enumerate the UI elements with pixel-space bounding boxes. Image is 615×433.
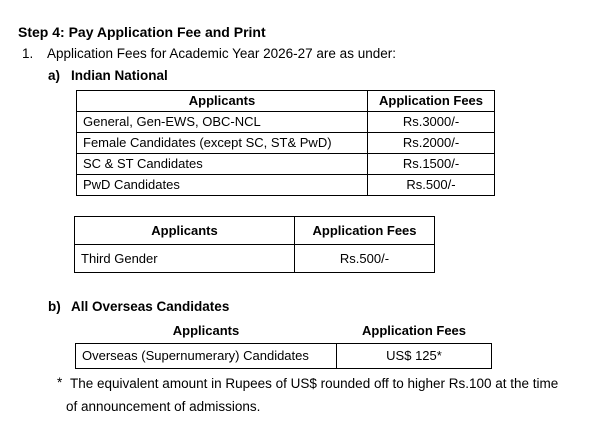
table-row	[77, 112, 495, 133]
fee-cell: Rs.500/-	[368, 175, 495, 196]
overseas-fee-table	[75, 319, 492, 369]
step-title: Step 4: Pay Application Fee and Print	[18, 24, 266, 40]
footnote-line-2: of announcement of admissions.	[66, 399, 261, 414]
fee-cell: Rs.500/-	[295, 245, 435, 273]
applicant-cell: Female Candidates (except SC, ST& PwD)	[77, 133, 368, 154]
column-header-application-fees: Application Fees	[295, 217, 435, 245]
applicant-cell: Third Gender	[75, 245, 295, 273]
table-row	[77, 133, 495, 154]
table-row	[76, 344, 492, 369]
section-a-title: Indian National	[71, 68, 168, 83]
section-a-label: a)	[48, 68, 61, 83]
fee-cell: Rs.2000/-	[368, 133, 495, 154]
column-header-applicants: Applicants	[75, 217, 295, 245]
fee-cell: US$ 125*	[337, 344, 492, 369]
footnote-mark: *	[57, 375, 63, 390]
column-header-applicants: Applicants	[77, 91, 368, 112]
applicant-cell: PwD Candidates	[77, 175, 368, 196]
footnote-line-1: The equivalent amount in Rupees of US$ rounded off to higher Rs.100 at the time	[70, 376, 559, 391]
column-header-applicants: Applicants	[76, 319, 337, 344]
table-row	[75, 245, 435, 273]
column-header-application-fees: Application Fees	[337, 319, 492, 344]
fee-cell: Rs.3000/-	[368, 112, 495, 133]
table-row	[77, 154, 495, 175]
third-gender-fee-table	[74, 216, 435, 273]
fee-cell: Rs.1500/-	[368, 154, 495, 175]
item-text: Application Fees for Academic Year 2026-27 are as under:	[47, 46, 396, 61]
applicant-cell: General, Gen-EWS, OBC-NCL	[77, 112, 368, 133]
indian-national-fee-table	[76, 90, 495, 196]
item-number: 1.	[22, 46, 34, 61]
section-b-title: All Overseas Candidates	[71, 299, 230, 314]
section-b-label: b)	[48, 299, 61, 314]
applicant-cell: Overseas (Supernumerary) Candidates	[76, 344, 337, 369]
applicant-cell: SC & ST Candidates	[77, 154, 368, 175]
column-header-application-fees: Application Fees	[368, 91, 495, 112]
table-row	[77, 175, 495, 196]
